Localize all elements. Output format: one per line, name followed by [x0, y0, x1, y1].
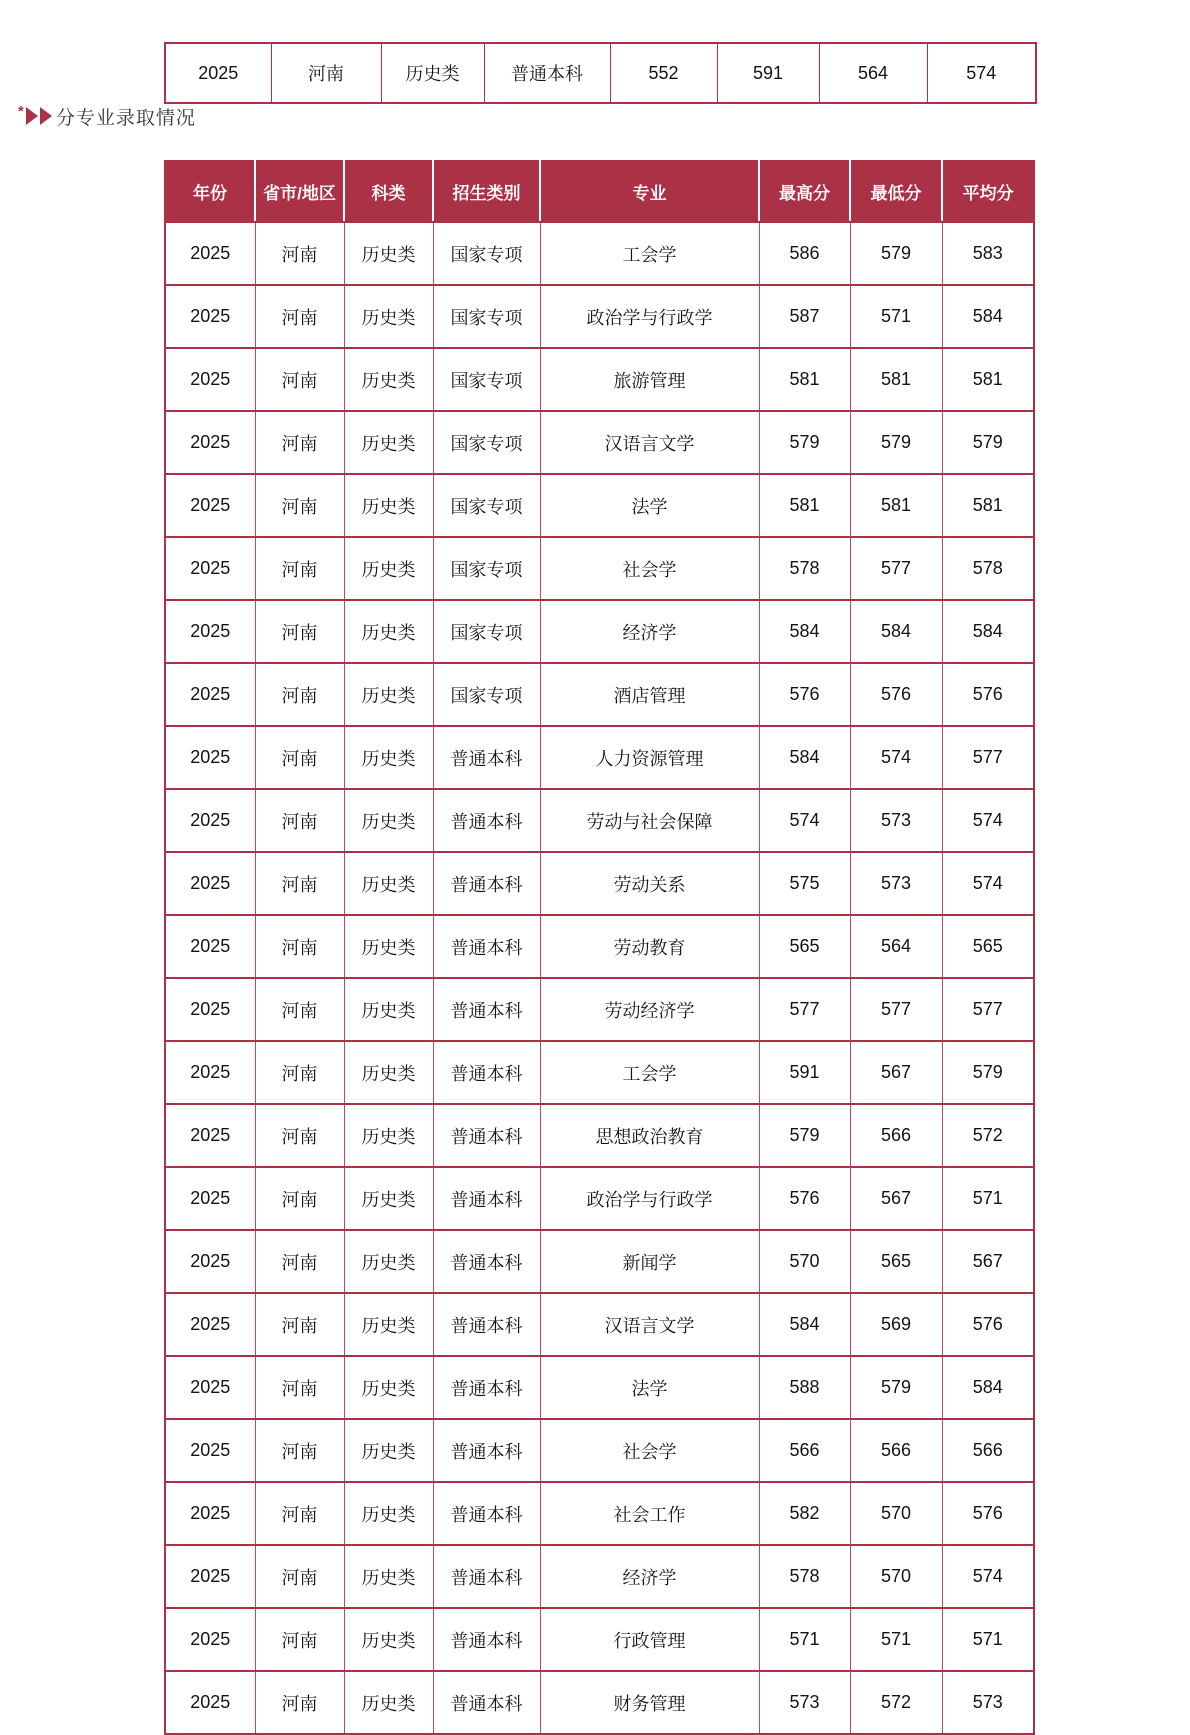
table-row [165, 1293, 1034, 1356]
cell: 历史类 [344, 663, 433, 726]
cell: 586 [759, 222, 850, 285]
cell: 社会学 [540, 537, 759, 600]
cell: 573 [759, 1671, 850, 1734]
cell: 劳动与社会保障 [540, 789, 759, 852]
cell: 571 [759, 1608, 850, 1671]
cell: 2025 [165, 1356, 255, 1419]
cell: 579 [942, 1041, 1034, 1104]
cell: 汉语言文学 [540, 411, 759, 474]
cell: 河南 [255, 1419, 344, 1482]
cell: 591 [717, 43, 819, 103]
cell: 577 [850, 537, 942, 600]
cell: 584 [942, 1356, 1034, 1419]
cell: 574 [759, 789, 850, 852]
cell: 河南 [255, 537, 344, 600]
cell: 河南 [255, 1545, 344, 1608]
cell: 2025 [165, 852, 255, 915]
column-header: 最高分 [759, 161, 850, 222]
cell: 584 [942, 600, 1034, 663]
table-row [165, 1041, 1034, 1104]
cell: 573 [850, 789, 942, 852]
cell: 564 [850, 915, 942, 978]
cell: 584 [759, 1293, 850, 1356]
cell: 579 [850, 411, 942, 474]
cell: 567 [850, 1041, 942, 1104]
cell: 普通本科 [433, 1167, 540, 1230]
cell: 2025 [165, 43, 271, 103]
cell: 577 [942, 978, 1034, 1041]
cell: 河南 [255, 978, 344, 1041]
cell: 普通本科 [433, 852, 540, 915]
table-row [165, 348, 1034, 411]
cell: 普通本科 [433, 1545, 540, 1608]
cell: 571 [850, 285, 942, 348]
header-row [165, 161, 1034, 222]
cell: 579 [850, 1356, 942, 1419]
cell: 581 [942, 348, 1034, 411]
cell: 普通本科 [433, 1356, 540, 1419]
cell: 历史类 [344, 600, 433, 663]
cell: 574 [942, 789, 1034, 852]
table-row [165, 1419, 1034, 1482]
cell: 河南 [255, 1104, 344, 1167]
cell: 酒店管理 [540, 663, 759, 726]
scores-table-body [165, 222, 1034, 1734]
cell: 2025 [165, 1167, 255, 1230]
table-row [165, 1482, 1034, 1545]
column-header: 最低分 [850, 161, 942, 222]
cell: 581 [850, 474, 942, 537]
cell: 2025 [165, 348, 255, 411]
cell: 普通本科 [433, 726, 540, 789]
column-header: 平均分 [942, 161, 1034, 222]
cell: 河南 [255, 222, 344, 285]
cell: 国家专项 [433, 663, 540, 726]
cell: 法学 [540, 1356, 759, 1419]
cell: 573 [942, 1671, 1034, 1734]
cell: 576 [942, 1482, 1034, 1545]
cell: 河南 [255, 915, 344, 978]
table-row [165, 1104, 1034, 1167]
cell: 579 [759, 411, 850, 474]
cell: 587 [759, 285, 850, 348]
cell: 2025 [165, 1230, 255, 1293]
cell: 2025 [165, 915, 255, 978]
cell: 2025 [165, 1041, 255, 1104]
cell: 576 [759, 1167, 850, 1230]
cell: 国家专项 [433, 537, 540, 600]
cell: 历史类 [344, 789, 433, 852]
table-row [165, 1671, 1034, 1734]
cell: 新闻学 [540, 1230, 759, 1293]
cell: 567 [942, 1230, 1034, 1293]
column-header: 招生类别 [433, 161, 540, 222]
cell: 581 [942, 474, 1034, 537]
table-row [165, 474, 1034, 537]
cell: 567 [850, 1167, 942, 1230]
cell: 河南 [255, 411, 344, 474]
cell: 历史类 [344, 222, 433, 285]
cell: 571 [942, 1608, 1034, 1671]
cell: 普通本科 [433, 1230, 540, 1293]
cell: 583 [942, 222, 1034, 285]
cell: 河南 [255, 852, 344, 915]
table-row [165, 1356, 1034, 1419]
cell: 普通本科 [433, 978, 540, 1041]
cell: 2025 [165, 1293, 255, 1356]
cell: 普通本科 [433, 1041, 540, 1104]
cell: 2025 [165, 1671, 255, 1734]
cell: 普通本科 [484, 43, 610, 103]
cell: 570 [850, 1545, 942, 1608]
cell: 工会学 [540, 1041, 759, 1104]
cell: 2025 [165, 1419, 255, 1482]
cell: 普通本科 [433, 789, 540, 852]
cell: 河南 [255, 663, 344, 726]
cell: 2025 [165, 222, 255, 285]
cell: 576 [759, 663, 850, 726]
table-row [165, 852, 1034, 915]
cell: 河南 [255, 600, 344, 663]
cell: 578 [759, 537, 850, 600]
cell: 576 [850, 663, 942, 726]
cell: 565 [759, 915, 850, 978]
cell: 2025 [165, 978, 255, 1041]
cell: 574 [927, 43, 1036, 103]
cell: 历史类 [344, 852, 433, 915]
cell: 573 [850, 852, 942, 915]
cell: 历史类 [344, 726, 433, 789]
cell: 574 [942, 1545, 1034, 1608]
table-row [165, 1230, 1034, 1293]
cell: 566 [850, 1419, 942, 1482]
asterisk-icon: * [18, 102, 24, 120]
column-header: 省市/地区 [255, 161, 344, 222]
cell: 577 [942, 726, 1034, 789]
cell: 国家专项 [433, 600, 540, 663]
cell: 576 [942, 1293, 1034, 1356]
cell: 历史类 [344, 1293, 433, 1356]
cell: 2025 [165, 285, 255, 348]
cell: 579 [850, 222, 942, 285]
cell: 552 [610, 43, 717, 103]
cell: 经济学 [540, 1545, 759, 1608]
cell: 566 [850, 1104, 942, 1167]
cell: 河南 [255, 1608, 344, 1671]
table-row [165, 285, 1034, 348]
cell: 572 [942, 1104, 1034, 1167]
cell: 570 [850, 1482, 942, 1545]
cell: 2025 [165, 663, 255, 726]
cell: 历史类 [344, 1545, 433, 1608]
cell: 576 [942, 663, 1034, 726]
cell: 565 [850, 1230, 942, 1293]
cell: 584 [759, 726, 850, 789]
cell: 社会工作 [540, 1482, 759, 1545]
cell: 河南 [271, 43, 381, 103]
cell: 旅游管理 [540, 348, 759, 411]
column-header: 年份 [165, 161, 255, 222]
table-row [165, 222, 1034, 285]
cell: 578 [759, 1545, 850, 1608]
section-heading [18, 100, 196, 132]
cell: 572 [850, 1671, 942, 1734]
table-row [165, 915, 1034, 978]
table-row [165, 600, 1034, 663]
cell: 历史类 [344, 537, 433, 600]
scores-table [164, 160, 1035, 1735]
cell: 普通本科 [433, 1482, 540, 1545]
arrow-right-icon [26, 107, 38, 125]
cell: 2025 [165, 600, 255, 663]
cell: 河南 [255, 726, 344, 789]
cell: 河南 [255, 1230, 344, 1293]
table-row [165, 1167, 1034, 1230]
cell: 577 [850, 978, 942, 1041]
cell: 584 [942, 285, 1034, 348]
cell: 2025 [165, 1104, 255, 1167]
arrow-right-icon [40, 107, 52, 125]
cell: 经济学 [540, 600, 759, 663]
cell: 劳动经济学 [540, 978, 759, 1041]
cell: 2025 [165, 411, 255, 474]
cell: 565 [942, 915, 1034, 978]
cell: 584 [759, 600, 850, 663]
cell: 566 [759, 1419, 850, 1482]
cell: 581 [850, 348, 942, 411]
cell: 581 [759, 348, 850, 411]
cell: 566 [942, 1419, 1034, 1482]
cell: 历史类 [344, 348, 433, 411]
cell: 工会学 [540, 222, 759, 285]
section-heading-label: 分专业录取情况 [55, 107, 196, 129]
table-row [165, 537, 1034, 600]
cell: 国家专项 [433, 285, 540, 348]
cell: 国家专项 [433, 222, 540, 285]
cell: 577 [759, 978, 850, 1041]
table-row [165, 663, 1034, 726]
cell: 历史类 [344, 1230, 433, 1293]
cell: 政治学与行政学 [540, 1167, 759, 1230]
cell: 2025 [165, 1608, 255, 1671]
cell: 579 [942, 411, 1034, 474]
cell: 历史类 [344, 1482, 433, 1545]
table-row [165, 1608, 1034, 1671]
cell: 思想政治教育 [540, 1104, 759, 1167]
cell: 普通本科 [433, 1104, 540, 1167]
cell: 564 [819, 43, 927, 103]
table-row [165, 1545, 1034, 1608]
cell: 普通本科 [433, 1419, 540, 1482]
cell: 581 [759, 474, 850, 537]
cell: 571 [942, 1167, 1034, 1230]
column-header: 科类 [344, 161, 433, 222]
cell: 584 [850, 600, 942, 663]
cell: 河南 [255, 348, 344, 411]
cell: 历史类 [344, 978, 433, 1041]
cell: 历史类 [344, 915, 433, 978]
cell: 574 [850, 726, 942, 789]
cell: 历史类 [344, 1167, 433, 1230]
cell: 河南 [255, 1041, 344, 1104]
cell: 国家专项 [433, 348, 540, 411]
cell: 普通本科 [433, 915, 540, 978]
cell: 575 [759, 852, 850, 915]
cell: 政治学与行政学 [540, 285, 759, 348]
cell: 普通本科 [433, 1293, 540, 1356]
cell: 历史类 [344, 285, 433, 348]
cell: 河南 [255, 789, 344, 852]
cell: 历史类 [344, 1041, 433, 1104]
cell: 普通本科 [433, 1608, 540, 1671]
cell: 劳动关系 [540, 852, 759, 915]
cell: 历史类 [344, 1419, 433, 1482]
table-row [165, 978, 1034, 1041]
table-row [165, 789, 1034, 852]
cell: 国家专项 [433, 411, 540, 474]
cell: 591 [759, 1041, 850, 1104]
cell: 汉语言文学 [540, 1293, 759, 1356]
cell: 河南 [255, 285, 344, 348]
cell: 人力资源管理 [540, 726, 759, 789]
cell: 河南 [255, 1167, 344, 1230]
cell: 569 [850, 1293, 942, 1356]
cell: 国家专项 [433, 474, 540, 537]
cell: 2025 [165, 537, 255, 600]
cell: 历史类 [344, 1356, 433, 1419]
cell: 579 [759, 1104, 850, 1167]
cell: 历史类 [344, 1104, 433, 1167]
cell: 571 [850, 1608, 942, 1671]
previous-table-tail [164, 42, 1037, 104]
cell: 历史类 [344, 474, 433, 537]
cell: 570 [759, 1230, 850, 1293]
cell: 582 [759, 1482, 850, 1545]
cell: 历史类 [381, 43, 484, 103]
cell: 河南 [255, 474, 344, 537]
cell: 2025 [165, 474, 255, 537]
cell: 河南 [255, 1671, 344, 1734]
table-row [165, 411, 1034, 474]
column-header: 专业 [540, 161, 759, 222]
cell: 劳动教育 [540, 915, 759, 978]
cell: 2025 [165, 726, 255, 789]
cell: 河南 [255, 1293, 344, 1356]
cell: 历史类 [344, 1608, 433, 1671]
top-table-row [165, 43, 1036, 103]
cell: 588 [759, 1356, 850, 1419]
cell: 财务管理 [540, 1671, 759, 1734]
cell: 578 [942, 537, 1034, 600]
cell: 法学 [540, 474, 759, 537]
table-row [165, 726, 1034, 789]
cell: 行政管理 [540, 1608, 759, 1671]
cell: 2025 [165, 1482, 255, 1545]
cell: 历史类 [344, 411, 433, 474]
cell: 社会学 [540, 1419, 759, 1482]
cell: 历史类 [344, 1671, 433, 1734]
cell: 河南 [255, 1356, 344, 1419]
cell: 2025 [165, 1545, 255, 1608]
cell: 2025 [165, 789, 255, 852]
cell: 河南 [255, 1482, 344, 1545]
cell: 574 [942, 852, 1034, 915]
cell: 普通本科 [433, 1671, 540, 1734]
